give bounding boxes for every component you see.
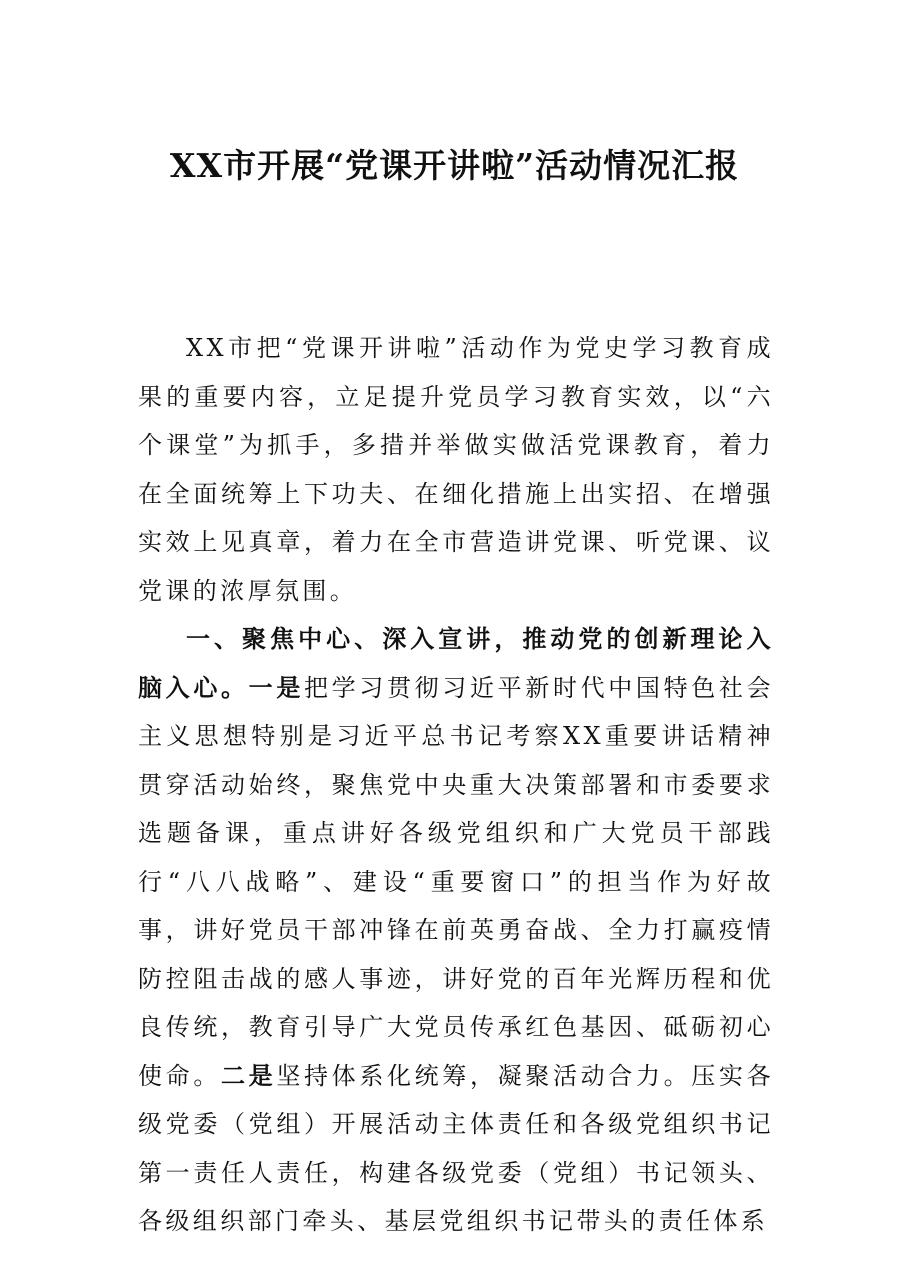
point-1-lead: 一是 <box>248 672 304 702</box>
intro-paragraph: XX市把“党课开讲啦”活动作为党史学习教育成果的重要内容，立足提升党员学习教育实效，以“六个课堂”为抓手，多措并举做实做活党课教育，着力在全面统筹上下功夫、在细化措施上出实招、在增强实效上见真章，着力在全市营造讲党课、听党课、议党课的浓厚氛围。 <box>138 334 774 605</box>
point-2-text: 坚持体系化统筹，凝聚活动合力。压实各级党委（党组）开展活动主体责任和各级党组织书记第一责任人责任，构建各级党委（党组）书记领头、各级组织部门牵头、基层党组织书记带头的责任体系 <box>138 1061 774 1235</box>
document-body <box>138 324 774 1246</box>
section-1-paragraph <box>138 615 774 1246</box>
point-2-lead: 二是 <box>221 1060 277 1090</box>
point-1-text: 把学习贯彻习近平新时代中国特色社会主义思想特别是习近平总书记考察XX重要讲话精神贯穿活动始终，聚焦党中央重大决策部署和市委要求选题备课，重点讲好各级党组织和广大党员干部践行“八八战略”、建设“重要窗口”的担当作为好故事，讲好党员干部冲锋在前英勇奋战、全力打赢疫情防控阻击战的感人事迹，讲好党的百年光辉历程和优良传统，教育引导广大党员传承红色基因、砥砺初心使命。 <box>138 673 774 1090</box>
section-1-heading: 一、聚焦中心、深入宣讲，推动党的创新理论入脑入心。 <box>138 624 774 702</box>
document-title: XX市开展“党课开讲啦”活动情况汇报 <box>169 146 740 185</box>
